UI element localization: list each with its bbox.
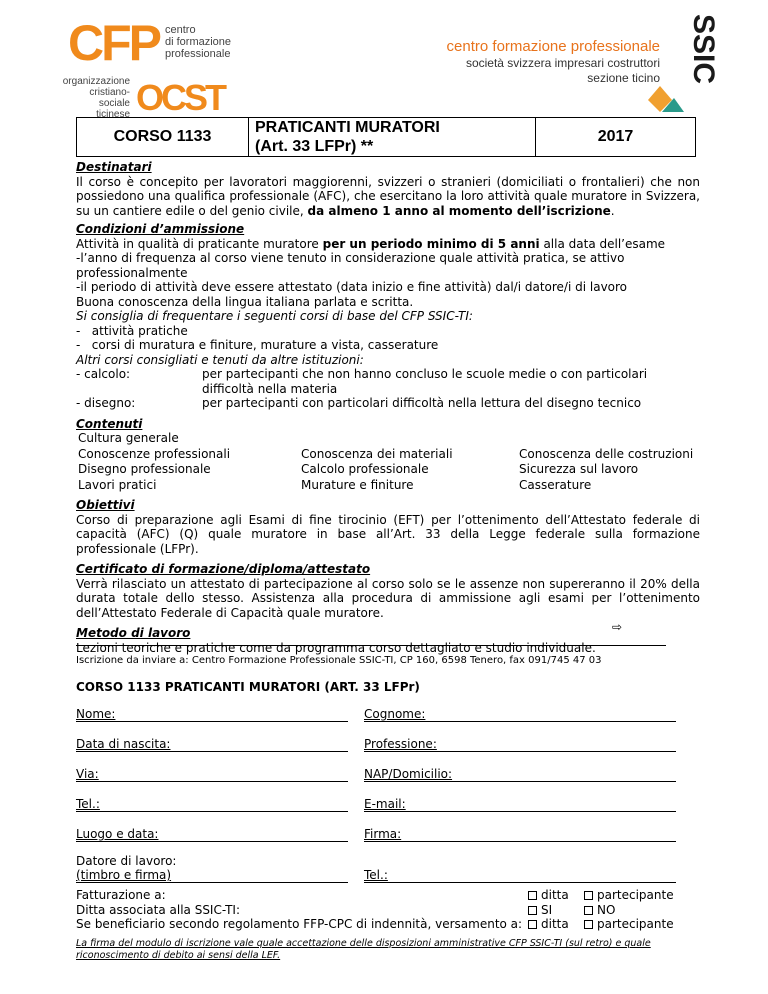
data-nascita-field[interactable]: Data di nascita:: [76, 737, 348, 752]
email-field[interactable]: E-mail:: [364, 797, 676, 812]
billing-checkboxes: [528, 888, 674, 932]
ssic-logo-text: SSIC: [687, 14, 720, 85]
destinatari-text: Il corso è concepito per lavoratori maggiorenni, svizzeri o stranieri (domiciliati o frontalieri) che non possiedono una qualifica professionale (AFC), che esercitano la loro attività quale muratore in Svizzera, su un cantiere edile o del genio civile, da almeno 1 anno al momento dell’iscrizione.: [76, 174, 700, 218]
iscrizione-address: Iscrizione da inviare a: Centro Formazione Professionale SSIC-TI, CP 160, 6598 Tenero, fax 091/745 47 03: [76, 655, 602, 666]
checkbox-versamento-partecipante[interactable]: partecipante: [584, 917, 674, 932]
ssic-title: centro formazione professionale: [446, 38, 660, 55]
ocst-logo-text: organizzazione cristiano-sociale ticinese: [62, 76, 130, 120]
cfp-logo: [68, 15, 232, 71]
section-heading-destinatari: Destinatari: [76, 160, 152, 174]
ammissione-line: Altri corsi consigliati e tenuti da altre istituzioni:: [76, 352, 364, 367]
course-header-table: [76, 117, 696, 157]
nome-field[interactable]: Nome:: [76, 707, 348, 722]
checkbox-associata-si[interactable]: SI: [528, 903, 584, 918]
course-number: CORSO 1133: [77, 118, 249, 156]
luogo-data-field[interactable]: Luogo e data:: [76, 827, 348, 842]
disegno-row: - disegno: per partecipanti con particolari difficoltà nella lettura del disegno tecnico: [76, 396, 642, 410]
ammissione-line: - attività pratiche: [76, 323, 188, 338]
datore-label: Datore di lavoro:: [76, 854, 177, 868]
tel-field[interactable]: Tel.:: [76, 797, 348, 812]
contenuti-item: Calcolo professionale: [301, 462, 429, 476]
contenuti-item: Sicurezza sul lavoro: [519, 462, 639, 476]
arrow-right-icon: ⇨: [612, 620, 623, 634]
ammissione-line: Si consiglia di frequentare i seguenti corsi di base del CFP SSIC-TI:: [76, 309, 473, 323]
section-heading-obiettivi: Obiettivi: [76, 498, 135, 512]
nap-domicilio-field[interactable]: NAP/Domicilio:: [364, 767, 676, 782]
footnote: La firma del modulo di iscrizione vale quale accettazione delle disposizioni amministrative CFP SSIC-TI (sul retro) e quale riconoscimento di debito ai sensi della LEF.: [76, 938, 651, 961]
checkbox-fatturazione-ditta[interactable]: ditta: [528, 888, 584, 903]
contenuti-item: Conoscenze professionali: [78, 446, 231, 461]
contenuti-item: Conoscenza dei materiali: [301, 446, 453, 461]
section-heading-metodo: Metodo di lavoro: [76, 626, 191, 640]
section-heading-contenuti: Contenuti: [76, 416, 143, 431]
ssic-section: sezione ticino: [587, 71, 660, 85]
contenuti-item: Conoscenza delle costruzioni: [519, 446, 694, 461]
contenuti-item: [519, 431, 700, 446]
contenuti-item: Disegno professionale: [78, 462, 211, 476]
ammissione-line: -l’anno di frequenza al corso viene tenuto in considerazione quale attività pratica, se attivo professionalmente: [76, 251, 625, 280]
ammissione-line: Attività in qualità di praticante muratore per un periodo minimo di 5 anni alla data dell’esame: [76, 236, 666, 251]
obiettivi-text: Corso di preparazione agli Esami di fine tirocinio (EFT) per l’ottenimento dell’Attestato federale di capacità (AFC) (Q) quale muratore in base all’Art. 33 della Legge federale sulla formazione professionale (LFPr).: [76, 512, 700, 556]
ocst-logo: [60, 76, 224, 120]
course-title: PRATICANTI MURATORI (Art. 33 LFPr) **: [249, 118, 536, 156]
calcolo-row: - calcolo: per partecipanti che non hanno concluso le scuole medie o con particolari difficoltà nella materia: [76, 367, 648, 396]
ssic-subtitle: società svizzera impresari costruttori: [465, 56, 660, 70]
ocst-logo-mark: OCST: [136, 77, 225, 118]
checkbox-versamento-ditta[interactable]: ditta: [528, 917, 584, 932]
checkbox-associata-no[interactable]: NO: [584, 903, 615, 918]
cfp-logo-mark: CFP: [68, 15, 159, 71]
certificato-text: Verrà rilasciato un attestato di partecipazione al corso solo se le assenze non supereranno il 20% della durata totale dello stesso. Assistenza alla procedura di ammissione agli esami per l’ottenimento dell’Attestato Federale di Capacità quale muratore.: [76, 576, 700, 620]
course-year: 2017: [597, 128, 634, 145]
via-field[interactable]: Via:: [76, 767, 348, 782]
contenuti-grid: [76, 431, 700, 492]
contenuti-item: Casserature: [519, 477, 592, 492]
course-description: [76, 160, 700, 655]
contenuti-item: [301, 431, 519, 446]
cfp-logo-text: centro di formazione professionale: [165, 24, 232, 60]
form-title: CORSO 1133 PRATICANTI MURATORI (ART. 33 LFPr): [76, 680, 420, 694]
cognome-field[interactable]: Cognome:: [364, 707, 676, 722]
contenuti-item: Cultura generale: [78, 431, 179, 445]
checkbox-fatturazione-partecipante[interactable]: partecipante: [584, 888, 674, 903]
contenuti-item: Lavori pratici: [78, 477, 157, 492]
ssic-logo: [648, 12, 720, 112]
section-heading-ammissione: Condizioni d’ammissione: [76, 222, 245, 236]
ammissione-line: - corsi di muratura e finiture, murature a vista, casserature: [76, 338, 439, 352]
ssic-header-text: [447, 38, 660, 86]
ammissione-line: -il periodo di attività deve essere attestato (data inizio e fine attività) dal/i datore/i di lavoro: [76, 280, 628, 294]
billing-labels: Fatturazione a: Ditta associata alla SSIC-TI: Se beneficiario secondo regolamento FFP-CPC di indennità, versamento a:: [76, 888, 523, 931]
contenuti-item: Murature e finiture: [301, 477, 414, 492]
section-heading-certificato: Certificato di formazione/diploma/attestato: [76, 562, 371, 576]
firma-field[interactable]: Firma:: [364, 827, 676, 842]
divider: [76, 645, 666, 646]
datore-field[interactable]: (timbro e firma): [76, 868, 348, 883]
metodo-text: Lezioni teoriche e pratiche come da programma corso dettagliato e studio individuale.: [76, 640, 596, 655]
tel-datore-field[interactable]: Tel.:: [364, 868, 676, 883]
professione-field[interactable]: Professione:: [364, 737, 676, 752]
ammissione-line: Buona conoscenza della lingua italiana parlata e scritta.: [76, 294, 414, 309]
